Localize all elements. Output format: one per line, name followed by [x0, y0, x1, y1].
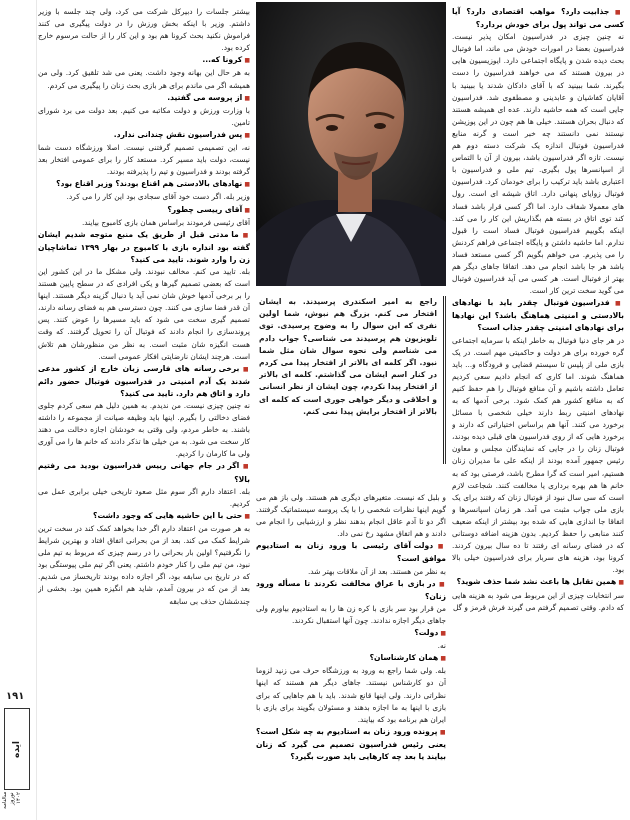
right-column: [452, 6, 624, 814]
answer-paragraph: به نظر من هستند. بعد از آن ملاقات بهتر شد.: [307, 566, 446, 576]
middle-column: [256, 492, 446, 814]
question: ■ همان کارشناسان؟: [256, 652, 446, 665]
question: ■ آقای رییسی چطور؟: [38, 204, 250, 217]
question: ■ دولت؟: [256, 627, 446, 640]
interviewee-photo: [256, 2, 446, 286]
question: ■ برخی رسانه های فارسی زبان خارج از کشور مدعی شدند یک آدم امنیتی در فدراسیون فوتبال حضور دائم دارد و اتاق هم دارد. تایید می کنید؟: [38, 363, 250, 400]
answer-paragraph: در هر جای دنیا فوتبال به خاطر اینکه با سرمایه اجتماعی گره خورده برای هر دولت و حاکمیتی مهم است. در یک بازی ملی از پلیس تا سیستم قضایی و فرودگاه و... باید هماهنگ شوند. اما کاری که انجام دادیم سعی کردیم تعامل داشته باشیم و آن منافع فوتبال را هم حفظ کنیم که به منافع کشور هم کمک شود. برخی آدمها که به نهادهای امنیتی ربط دارند خیلی شخصی با مسائل برخورد می کنند. آنها هم براساس اختیاراتی که دارند و برخورد هایی که از روی فدراسیون های قبلی دیده بودند، فوتبال زنان را در جایی که نمایندگان مجلس و معاون رئیس جمهور آمده بودند از اینکه علی ما مدیران زنان هستیم، امیر است که گرا مطرح باشد، فرصتی بود که به خانم ها هم بهره برداری یا مخالفت کنند. شجاعت لازم است که سی سال نبود از فوتبال زنان که رفتند برای یک بازی ملی جواب مثبت می آمد. هر زمان اسپانسرها و اتفاقا جا اندازی هایی که شده بود بیشتر از اینکه ضعیف کنند منابعی را حفظ کردیم. بدون هزینه اضافه دوستانی که در فضای رسانه ای رفتند تا ده سال بیرون کردند. کرونا بود، هزینه های سربار برای فدراسیون خیلی بالا بود.: [452, 335, 624, 575]
question: ■ نهادهای بالادستی هم اقناع بودند؟ وزیر اقناع بود؟: [38, 178, 250, 191]
question: ■ همین تقابل ها باعث نشد شما حذف شوید؟: [452, 576, 624, 589]
answer-paragraph: نه چنین چیزی در فدراسیون امکان پذیر نیست. فدراسیون بعضا در امورات خودش می ماند، اما فوتبال بحث دیده شدن و پایگاه اجتماعی دارد. ایوزیسیون هایی در بیرون هستند که می خواهند فدراسیون را دست بگیرند. شما ببینید که با آقای دادکان شدند یا ببینید با آقایان کفاشیان و عابدینی و مصطفوی شد. فدراسیون جایی است که همه حاشیه دارند. عده ای همیشه هستند که دنبال بحران هستند. خیلی ها هم چون در این پوزیشن نیستند نمی دانستند چه خبر است و گرنه منابع فدراسیون فوتبال اندازه یک شرکت دسته دوم هم نیست. تازه اگر فدراسیون باشد، بیرون از آن با التماس از اسپانسرها پول بگیری. تیم ملی و فدراسیون با اعتباری باشد باید ترکیب را برای خودمان کرد. فدراسیون فوتبال زوایای پنهانی دارد. اتاق شیشه ای است. رول های معمولا شفاف دارد. اما اگر کسی قرار باشد فساد کند توی اتاق در بسته هم بگذاریش این کار را می کند. اینکه بگوییم فدراسیون فوتبال فساد است را قبول ندارم. اما حاشیه داشتن و پایگاه اجتماعی فراهم کردنش را می پذیرم. می خواهم بگویم اگر کسی مستعد فساد باشد هر جا باشد انجام می دهد. اتفاقا جاهای دیگر هم بهتر از فوتبال است. هر کسی می آید فدراسیون فوتبال می گوید سخت ترین کار است.: [452, 32, 624, 296]
question: ■ جذابیت دارد؟ مواهب اقتصادی دارد؟ آیا کسی می تواند پول برای خودش بردارد؟: [452, 6, 624, 31]
answer-paragraph: نه، این تصمیمی تصمیم گرفتنی نیست. اصلا ورزشگاه دست شما نیست، دولت باید مسیر کرد. مستعد کار را برای عمومی افتخار بعد گرفته بودند و فدراسیون و تیم را پذیرفته بودند.: [38, 143, 250, 177]
question: ■ فدراسیون فوتبال چقدر باید با نهادهای بالادستی و امنیتی هماهنگ باشد؟ این نهادها برای نهادهای امنیتی چقدر جذاب است؟: [452, 297, 624, 334]
intro-rule: [445, 296, 446, 464]
answer-paragraph: سر انتخابات چیزی از این مربوط می شود به هزینه هایی که دادم. وقتی تصمیم گرفتم می گیرند فرش قرمز و گل: [452, 590, 624, 612]
question: ■ پرونده ورود زنان به استادیوم به چه شکل است؟ یعنی رئیس فدراسیون تصمیم می گیرد که زنان بیایند یا بعد چه کارهایی باید صورت بگیرد؟: [256, 726, 446, 763]
left-column: [38, 6, 250, 814]
margin-rule: [36, 0, 37, 820]
answer-paragraph: بیشتر جلسات را دبیرکل شرکت می کرد، ولی چند جلسه با وزیر داشتم. وزیر با اینکه بخش ورزش را در دولت پیگیری می کنند فراموش نکنید بحث کرونا هم بود و این کار را از حالت مرسوم خارج کرده بود.: [38, 7, 250, 53]
logo-text: ایده: [12, 740, 22, 758]
answer-paragraph: نه.: [437, 641, 446, 651]
magazine-logo: [4, 708, 30, 790]
magazine-footer: [0, 660, 32, 820]
answer-paragraph: بله. ولی شما راجع به ورود به ورزشگاه حرف می زنید لزوما آن دو کارشناس نیستند. جاهای دیگر هم هستند که اینها نظراتی دارند. ولی اینها قانع شدند. باید با هم جاهایی که برای بازی با اینها به ما اجازه بدهند و مسئولان بگویند برای بازی با ایران هم برنامه بود که بیایند.: [256, 666, 446, 724]
answer-paragraph: به هر صورت من اعتقاد دارم اگر خدا بخواهد کمک کند در سخت ترین شرایط کمک می کند. بعد از من بحرانی اتفاق افتاد و بهترین شرایط را نگرفتیم؟ اولین بار بحرانی را در رسم چیزی که مربوط به تیم ملی نبود، من تیم ملی را کنار خودم داشتم. یعنی اگر تیم ملی پیوستگی بود که در تاریخ بی سابقه بود، اگر اجازه داده بودند تاریخساز می شدیم. بعد از من که در بیرون آمدم، شاید هم انگیزه همین بود. بخشی از چندششان حذف بی سابقه: [38, 523, 250, 606]
answer-paragraph: بله. تایید می کنم. مخالف نبودند. ولی مشکل ما در این کشور این است که بعضی تصمیم گیرها و یکی افرادی که در سطح پایین هستند را بر برخی آدمها خوش شان نمی آید یا دنبال گزینه دیگر هستند. اینها آن قدر فضا سازی می کنند. چون دسترسی هم به فضای رسانه دارند، تصمیم گیری سخت می شود که باید مسیرها را عوض کنند. پس پروندسازی را انجام دادند که فوتبال آن را تحویل گرفتند. که وقت هست انگیزه شان مثبت است. به نظر من منظورشان هم تلاش است. هرچند ایشان نارضایتی افکار عمومی است.: [38, 266, 250, 361]
answer-paragraph: آقای رئیسی فرمودند براساس همان بازی کامبوج بیایند.: [81, 217, 250, 227]
answer-paragraph: به هر حال این بهانه وجود داشت. یعنی می شد تلقیق کرد. ولی من همیشه اگر می ماندم برای هر بازی بحث زنان را پیگیری می کردم.: [38, 68, 250, 90]
question: ■ اگر در جام جهانی رییس فدراسیون بودید می رفتیم بالا؟: [38, 460, 250, 485]
question: ■ در بازی با عراق مخالفت نکردند تا مسأله ورود زنان؟: [256, 578, 446, 603]
intro-box: راجع به امیر اسکندری پرسیدند. به ایشان افتخار می کنم. بزرگ هم نبوش، شما اولین نفری که این سوال را به وضوح پرسیدی. توی تلویزیون هم پرسیدند می شناسی؟ جواب دادم می شناسم ولی نحوه سوال شان مثل شما نبود. اگر کلمه ای بالاتر از افتخار پیدا می کردم در کنار اسم ایشان می گذاشتم. کلمه ای بالاتر از افتخار پیدا نکردم، چون ایشان از نظر انسانی و اخلاقی و دیگر خواهی جوری است که کلمه ای بالاتر از افتخار برایش پیدا نمی کنم.: [259, 296, 444, 464]
question: ■ ما مدتی قبل از طریق یک منبع متوجه شدیم ایشان گفته بود انداره بازی با کامبوج در بهار ۱۳۹۹ تماشاچیان زن را وارد شوند. تایید می کنید؟: [38, 229, 250, 266]
question: ■ دولت آقای رئیسی با ورود زنان به استادیوم موافق است؟: [256, 540, 446, 565]
answer-paragraph: نه چنین چیزی نیست. من ندیدم. به همین دلیل هم سعی کردم جلوی فضای دخالتی را بگیرم. اینها باید وظیفه صیانت از مجموعه را داشته باشند. به خاطر مردم، ولی وقتی به خودشان اجازه دخالت می دهند کار سخت می شود. به من خیلی ها تذکر دادند که خانم ها را می آوری ولی ما کارمان را کردیم.: [38, 401, 250, 459]
portrait-image: [256, 2, 446, 286]
question: ■ کرونا که...: [38, 54, 250, 67]
page-number: ۱۹۱: [6, 691, 25, 702]
question: ■ حتی با این حاشیه هایی که وجود داشت؟: [38, 510, 250, 523]
question: ■ پس فدراسیون نقش چندانی ندارد.: [38, 129, 250, 142]
question: ■ از پروسه می گفتید.: [38, 92, 250, 105]
issue-label: سالنامه نوروز ۱۴۰۲: [2, 792, 22, 810]
answer-paragraph: و بلبل که نیست. متغیرهای دیگری هم هستند. ولی باز هم می گویم اینها نظرات شخصی را با یک پروسه سیستماتیک گرفتند. اگر دو تا آدم عاقل انجام بدهند نظر و ارزشیابی را انجام می دادند و هم اتفاق مشهد رخ نمی داد.: [256, 493, 446, 539]
answer-paragraph: وزیر بله. اگر دست خود آقای سجادی بود این کار را می کرد.: [66, 192, 250, 202]
answer-paragraph: با وزارت ورزش و دولت مکاتبه می کنیم. بعد دولت می برد شورای تامین.: [38, 105, 250, 127]
answer-paragraph: بله. اعتقاد دارم اگر سوم مثل صعود تاریخی خیلی برابری عمل می کردیم.: [38, 486, 250, 508]
answer-paragraph: من قرار بود سر بازی با کره زن ها را به استادیوم بیاورم ولی جاهای دیگر اجازه ندادند. چون آنها استقبال نکردند.: [256, 603, 446, 625]
